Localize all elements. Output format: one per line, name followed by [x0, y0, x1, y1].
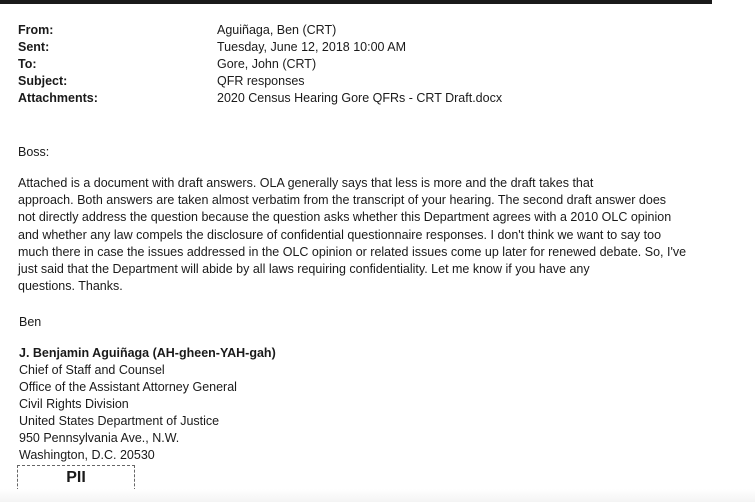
- from-value: Aguiñaga, Ben (CRT): [217, 23, 337, 37]
- attachments-label: Attachments:: [18, 91, 98, 105]
- to-label: To:: [18, 57, 37, 71]
- body-line: much there in case the issues addressed in the OLC opinion or related issues come up later for renewed debate. So, I've: [18, 244, 687, 259]
- signature-street: 950 Pennsylvania Ave., N.W.: [19, 431, 180, 445]
- signature-office: Office of the Assistant Attorney General: [19, 380, 237, 394]
- sent-label: Sent:: [18, 40, 50, 54]
- signature-department: United States Department of Justice: [19, 414, 220, 428]
- email-body: [18, 175, 718, 295]
- from-label: From:: [18, 23, 54, 37]
- signature-block: [19, 345, 276, 464]
- pii-redaction-box: PII: [17, 465, 135, 491]
- body-line: approach. Both answers are taken almost verbatim from the transcript of your hearing. The second draft answer does: [18, 193, 667, 208]
- body-line: and whether any law compels the disclosure of confidential questionnaire responses. I don't think we want to say too: [18, 227, 662, 242]
- subject-label: Subject:: [18, 74, 68, 88]
- body-line: just said that the Department will abide by all laws requiring confidentiality. Let me know if you have any: [18, 261, 590, 276]
- scan-edge: [0, 489, 755, 502]
- top-rule: [0, 0, 712, 4]
- signature-name: J. Benjamin Aguiñaga (AH-gheen-YAH-gah): [19, 346, 276, 360]
- body-line: questions. Thanks.: [18, 279, 123, 294]
- body-line: Attached is a document with draft answers. OLA generally says that less is more and the draft takes that: [18, 176, 594, 190]
- signoff: Ben: [19, 315, 42, 329]
- body-line: not directly address the question because the question asks whether this Department agrees with a 2010 OLC opinion: [18, 210, 672, 225]
- subject-value: QFR responses: [217, 74, 305, 88]
- greeting: Boss:: [18, 145, 50, 159]
- to-value: Gore, John (CRT): [217, 57, 317, 71]
- signature-title: Chief of Staff and Counsel: [19, 363, 165, 377]
- signature-division: Civil Rights Division: [19, 397, 129, 411]
- attachment-filename: 2020 Census Hearing Gore QFRs - CRT Draft.docx: [217, 91, 503, 105]
- signature-city: Washington, D.C. 20530: [19, 448, 155, 462]
- sent-value: Tuesday, June 12, 2018 10:00 AM: [217, 40, 407, 54]
